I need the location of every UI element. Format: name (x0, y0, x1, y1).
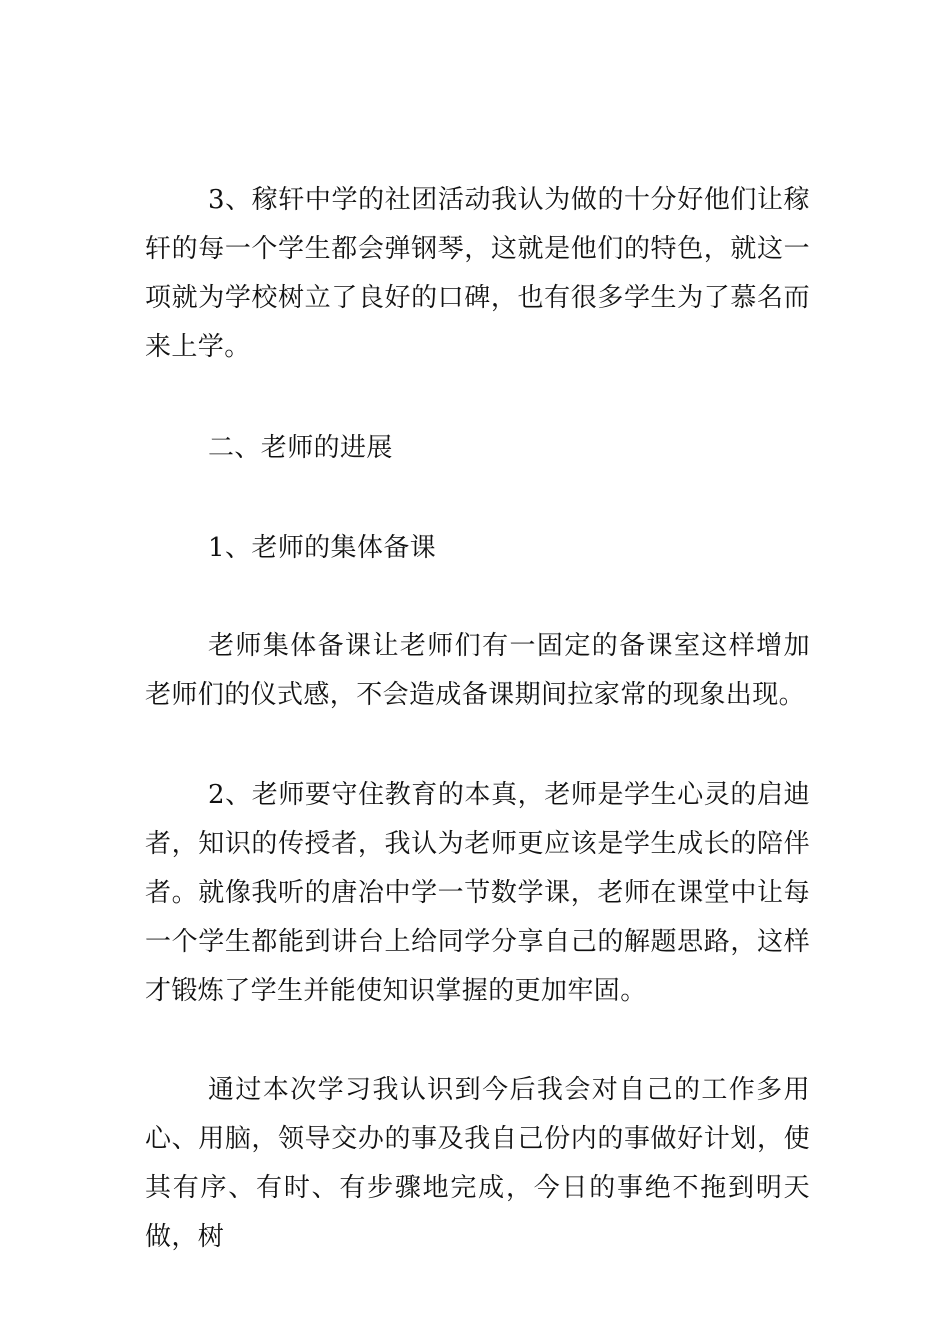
paragraph-lesson-prep-room: 老师集体备课让老师们有一固定的备课室这样增加老师们的仪式感，不会造成备课期间拉家常的现象出现。 (145, 631, 810, 710)
paragraph-club-activities: 3、稼轩中学的社团活动我认为做的十分好他们让稼轩的每一个学生都会弹钢琴，这就是他们的特色，就这一项就为学校树立了良好的口碑，也有很多学生为了慕名而来上学。 (145, 185, 810, 362)
paragraph-teaching-essence: 2、老师要守住教育的本真，老师是学生心灵的启迪者，知识的传授者，我认为老师更应该是学生成长的陪伴者。就像我听的唐冶中学一节数学课，老师在课堂中让每一个学生都能到讲台上给同学分享自己的解题思路，这样才锻炼了学生并能使知识掌握的更加牢固。 (145, 780, 810, 1006)
subheading-collective-lesson-prep: 1、老师的集体备课 (208, 533, 437, 563)
section-heading-teacher-progress: 二、老师的进展 (208, 433, 393, 463)
paragraph-learning-reflection: 通过本次学习我认识到今后我会对自己的工作多用心、用脑，领导交办的事及我自己份内的事做好计划，使其有序、有时、有步骤地完成，今日的事绝不拖到明天做，树 (145, 1075, 810, 1252)
